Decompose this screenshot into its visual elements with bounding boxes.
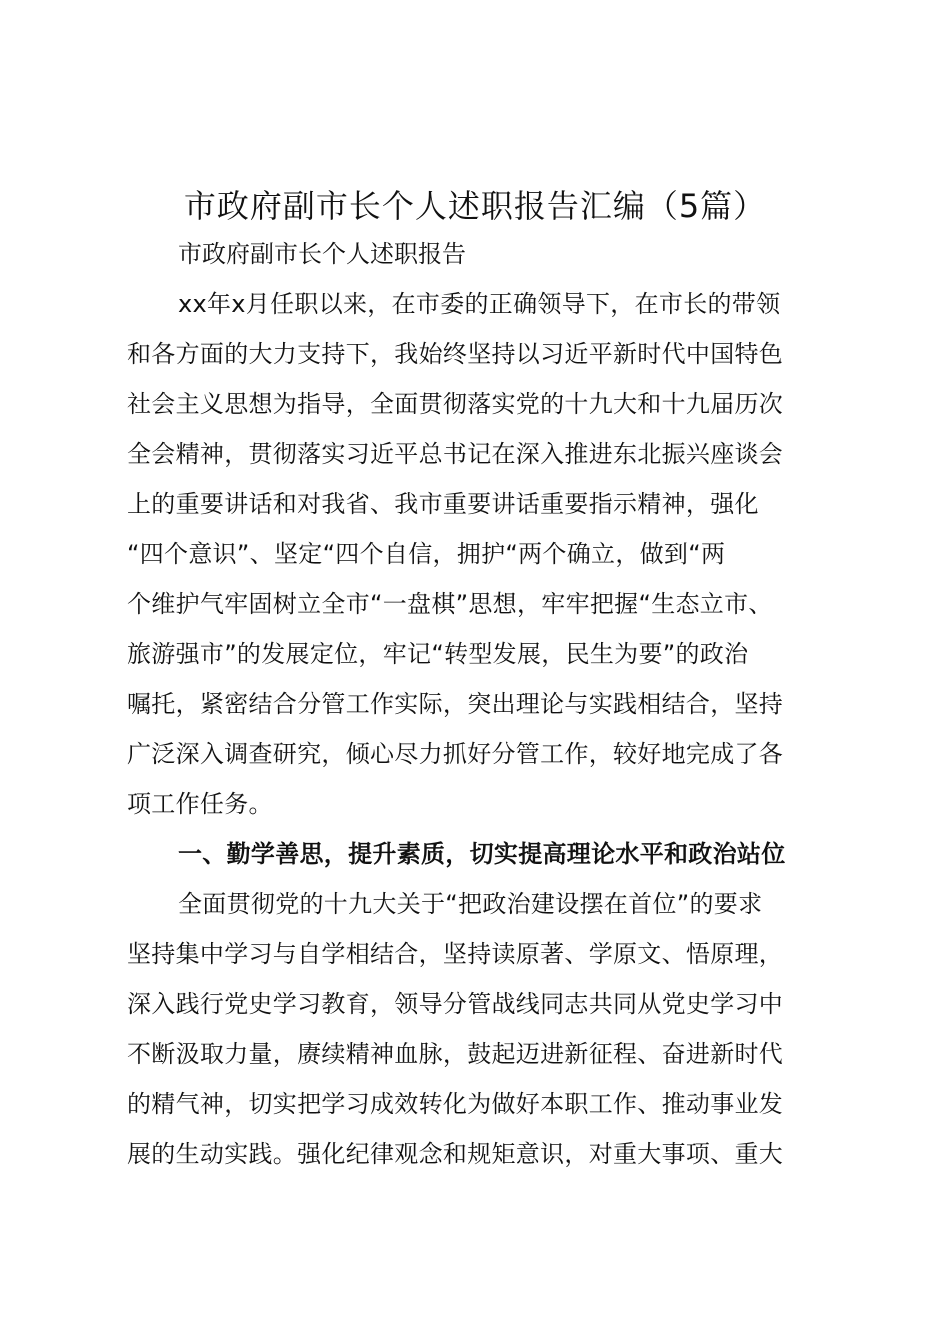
paragraph-line: 展的生动实践。强化纪律观念和规矩意识，对重大事项、重大 bbox=[127, 1140, 784, 1168]
paragraph-line: 深入践行党史学习教育，领导分管战线同志共同从党史学习中 bbox=[127, 990, 784, 1018]
paragraph-line: 坚持集中学习与自学相结合，坚持读原著、学原文、悟原理， bbox=[127, 940, 784, 968]
paragraph-line: 全面贯彻党的十九大关于“把政治建设摆在首位”的要求 bbox=[178, 890, 763, 918]
paragraph-line: 全会精神，贯彻落实习近平总书记在深入推进东北振兴座谈会 bbox=[127, 440, 784, 468]
paragraph-line: xx年x月任职以来，在市委的正确领导下，在市长的带领 bbox=[178, 290, 781, 318]
document-title: 市政府副市长个人述职报告汇编（5篇） bbox=[183, 187, 767, 225]
paragraph-line: “四个意识”、坚定“四个自信，拥护“两个确立，做到“两 bbox=[127, 540, 726, 568]
section-heading: 一、勤学善思，提升素质，切实提高理论水平和政治站位 bbox=[178, 840, 786, 868]
paragraph-line: 和各方面的大力支持下，我始终坚持以习近平新时代中国特色 bbox=[127, 340, 784, 368]
paragraph-line: 的精气神，切实把学习成效转化为做好本职工作、推动事业发 bbox=[127, 1090, 784, 1118]
paragraph-line: 不断汲取力量，赓续精神血脉，鼓起迈进新征程、奋进新时代 bbox=[127, 1040, 784, 1068]
paragraph-line: 项工作任务。 bbox=[127, 790, 273, 818]
paragraph-line: 上的重要讲话和对我省、我市重要讲话重要指示精神，强化 bbox=[127, 490, 759, 518]
document-subtitle: 市政府副市长个人述职报告 bbox=[178, 240, 466, 268]
paragraph-line: 个维护气牢固树立全市“一盘棋”思想，牢牢把握“生态立市、 bbox=[127, 590, 773, 618]
paragraph-line: 旅游强市”的发展定位，牢记“转型发展，民生为要”的政治 bbox=[127, 640, 749, 668]
paragraph-line: 广泛深入调查研究，倾心尽力抓好分管工作，较好地完成了各 bbox=[127, 740, 784, 768]
paragraph-line: 社会主义思想为指导，全面贯彻落实党的十九大和十九届历次 bbox=[127, 390, 784, 418]
paragraph-line: 嘱托，紧密结合分管工作实际，突出理论与实践相结合，坚持 bbox=[127, 690, 784, 718]
